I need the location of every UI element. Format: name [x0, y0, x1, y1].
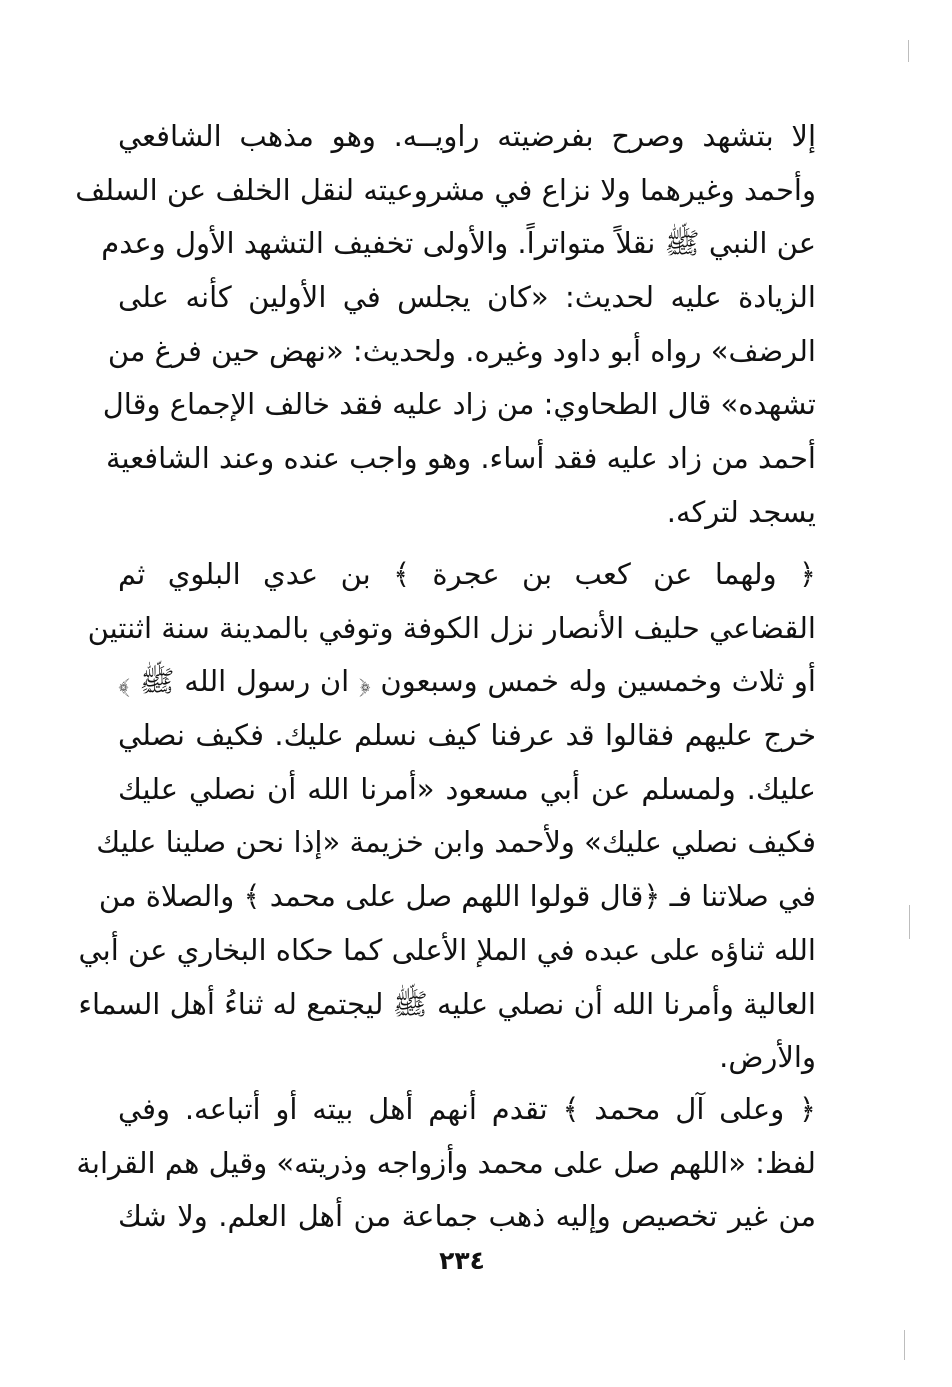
text-line: ﴿ ولهما عن كعب بن عجرة ﴾ بن عدي البلوي ثم	[118, 557, 816, 591]
text-line: ﴿ وعلى آل محمد ﴾ تقدم أنهم أهل بيته أو أتباعه. وفي	[118, 1092, 816, 1126]
text-line: القضاعي حليف الأنصار نزل الكوفة وتوفي بالمدينة سنة اثنتين	[87, 610, 816, 645]
scan-line-mark	[904, 1330, 905, 1360]
text-line: خرج عليهم فقالوا قد عرفنا كيف نسلم عليك. فكيف نصلي	[118, 718, 816, 753]
text-line: إلا بتشهد وصرح بفرضيته راويــه. وهو مذهب الشافعي	[118, 119, 816, 153]
text-line: يسجد لتركه.	[666, 494, 816, 529]
text-line: من غير تخصيص وإليه ذهب جماعة من أهل العلم. ولا شك	[118, 1199, 816, 1234]
text-line: وأحمد وغيرهما ولا نزاع في مشروعيته لنقل الخلف عن السلف	[75, 172, 816, 207]
text-line: في صلاتنا فـ ﴿قال قولوا اللهم صل على محمد ﴾ والصلاة من	[98, 879, 816, 914]
text-line: أحمد من زاد عليه فقد أساء. وهو واجب عنده وعند الشافعية	[106, 441, 816, 476]
paragraph-2	[78, 548, 816, 1085]
scan-line-mark	[909, 905, 910, 939]
text-line: فكيف نصلي عليك» ولأحمد وابن خزيمة «إذا نحن صلينا عليك	[96, 825, 816, 860]
text-line: لفظ: «اللهم صل على محمد وأزواجه وذريته» وقيل هم القرابة	[76, 1145, 816, 1180]
paragraph-3	[76, 1083, 816, 1244]
text-line: عن النبي ﷺ نقلاً متواتراً. والأولى تخفيف التشهد الأول وعدم	[101, 226, 816, 261]
text-line: الزيادة عليه لحديث: «كان يجلس في الأولين كأنه على	[118, 280, 816, 315]
text-line: تشهده» قال الطحاوي: من زاد عليه فقد خالف الإجماع وقال	[102, 387, 816, 422]
page-number: ٢٣٤	[439, 1246, 485, 1275]
scan-line-mark	[908, 40, 909, 62]
text-line: الله ثناؤه على عبده في الملإ الأعلى كما حكاه البخاري عن أبي	[78, 932, 816, 967]
text-line: والأرض.	[719, 1040, 816, 1075]
paragraph-1	[75, 110, 816, 540]
text-line: أو ثلاث وخمسين وله خمس وسبعون ﴿ ان رسول الله ﷺ ﴾	[118, 664, 816, 699]
text-line: الرضف» رواه أبو داود وغيره. ولحديث: «نهض حين فرغ من	[107, 333, 816, 368]
text-line: العالية وأمرنا الله أن نصلي عليه ﷺ ليجتمع له ثناءُ أهل السماء	[78, 986, 816, 1021]
text-line: عليك. ولمسلم عن أبي مسعود «أمرنا الله أن نصلي عليك	[118, 771, 816, 806]
